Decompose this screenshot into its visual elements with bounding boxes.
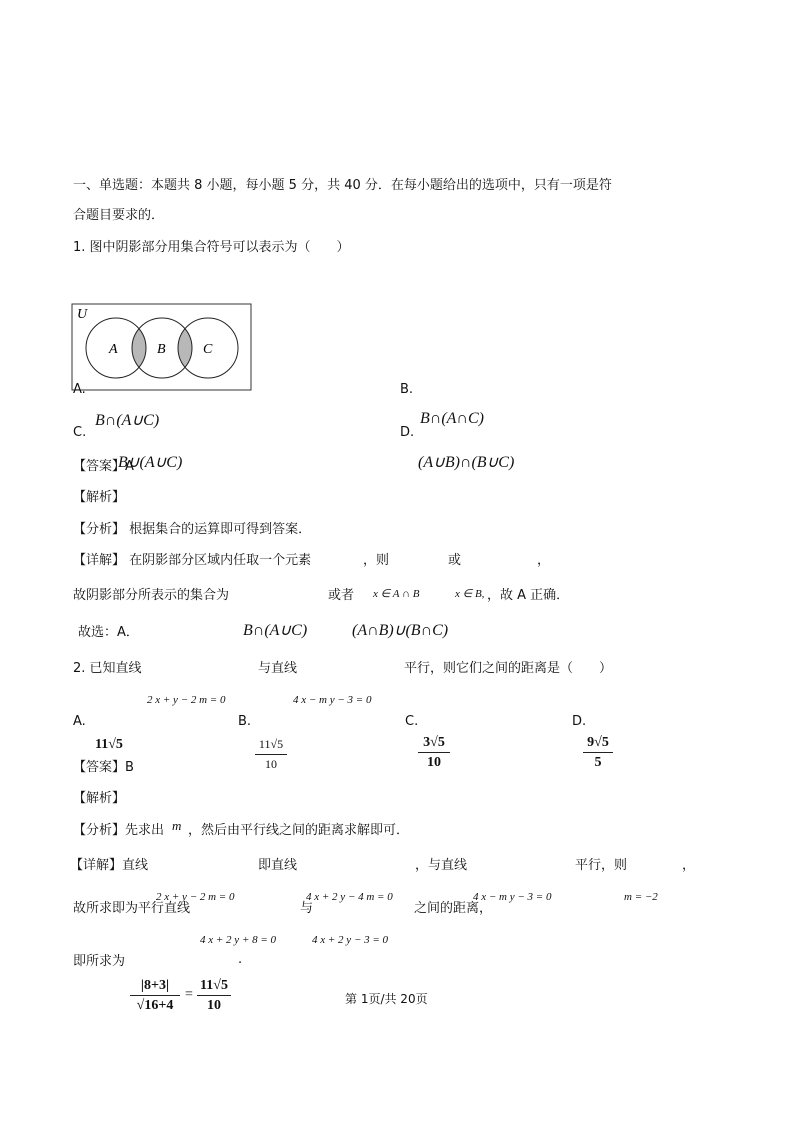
q2-eq-parallel-1: 4 x + 2 y + 8 = 0	[200, 934, 277, 946]
q1-option-b-label: B.	[400, 382, 414, 397]
q1-fenxi: 【分析】 根据集合的运算即可得到答案．	[73, 522, 312, 537]
q2-option-b-denominator: 10	[265, 757, 277, 771]
q1-final-expr-2: (A∩B)∪(B∩C)	[352, 622, 449, 639]
q2-stem-part1: 2. 已知直线	[73, 661, 142, 676]
q2-stem-part2: 与直线	[258, 661, 298, 676]
venn-label-u: U	[77, 307, 88, 322]
section-header-line2: 合题目要求的．	[73, 208, 165, 223]
q1-expr-a: B∩(A∪C)	[95, 412, 160, 429]
q1-choose: 故选：A．	[78, 625, 139, 640]
q2-result-numerator-1: |8+3|	[140, 978, 170, 993]
q2-option-a-numerator: 11√5	[95, 737, 123, 752]
q2-option-c-numerator: 3√5	[423, 735, 445, 750]
q2-option-d-fraction	[583, 734, 613, 771]
q2-eq-line1-scaled: 4 x + 2 y − 4 m = 0	[306, 891, 393, 903]
q2-option-d-label: D.	[572, 714, 587, 729]
q2-fenxi-part1: 【分析】先求出	[73, 823, 165, 838]
q1-option-d-label: D.	[400, 425, 415, 440]
q2-eq-line1: 2 x + y − 2 m = 0	[156, 891, 235, 903]
q2-option-d-numerator: 9√5	[587, 735, 609, 750]
q2-so-part2: 与	[300, 901, 314, 916]
q2-result-fraction-1	[130, 977, 180, 1014]
q1-conclusion-part3: ，故 A 正确．	[487, 588, 570, 603]
q2-eq-line2: 4 x − m y − 3 = 0	[473, 891, 552, 903]
q2-option-d-denominator: 5	[594, 755, 602, 770]
q2-detail-part1: 【详解】直线	[70, 858, 149, 873]
q1-detail-part2: ，则	[363, 553, 390, 568]
q2-result-denominator-1: √16+4	[136, 998, 174, 1013]
venn-label-a: A	[109, 342, 118, 357]
q2-answer: 【答案】B	[73, 760, 134, 775]
q1-math-x-in-b: x ∈ B,	[455, 588, 485, 600]
q1-option-c-label: C.	[73, 425, 87, 440]
q2-so-part1: 故所求即为平行直线	[73, 901, 191, 916]
q2-fenxi-m: m	[172, 818, 182, 833]
q1-math-x-in-a-cap-b: x ∈ A ∩ B	[373, 588, 420, 600]
q1-conclusion-part2: 或者	[328, 588, 355, 603]
q1-expr-b: B∩(A∩C)	[420, 410, 484, 427]
q1-stem: 1. 图中阴影部分用集合符号可以表示为（ ）	[73, 240, 350, 255]
venn-label-b: B	[157, 342, 166, 357]
q2-option-b-fraction	[255, 736, 287, 773]
q2-result-numerator-2: 11√5	[200, 978, 228, 993]
q2-option-c-fraction	[418, 734, 450, 771]
q2-result-denominator-2: 10	[207, 998, 221, 1013]
q2-option-c-label: C.	[405, 714, 419, 729]
q2-analysis-heading: 【解析】	[73, 791, 126, 806]
q2-detail-part4: 平行，则	[575, 858, 628, 873]
section-header-line1: 一、单选题：本题共 8 小题，每小题 5 分，共 40 分．在每小题给出的选项中，只有一项是符	[73, 178, 612, 193]
q2-so-part3: 之间的距离，	[414, 901, 493, 916]
q2-detail-part2: 即直线	[258, 858, 298, 873]
venn-label-c: C	[203, 342, 213, 357]
q2-option-b-numerator: 11√5	[258, 737, 284, 751]
q2-eq-parallel-2: 4 x + 2 y − 3 = 0	[312, 934, 389, 946]
q1-detail-part4: ，	[537, 553, 551, 568]
q2-stem-part3: 平行，则它们之间的距离是（ ）	[404, 661, 613, 676]
q2-result-label: 即所求为	[73, 954, 126, 969]
q1-detail-part3: 或	[448, 553, 462, 568]
q2-option-c-denominator: 10	[427, 755, 441, 770]
q1-answer: 【答案】A	[73, 459, 134, 474]
q2-option-b-label: B.	[238, 714, 252, 729]
q1-expr-c: B∪(A∪C)	[118, 454, 183, 471]
q2-option-a-label: A.	[73, 714, 86, 729]
q1-analysis-heading: 【解析】	[73, 490, 126, 505]
q2-fenxi-part2: ，然后由平行线之间的距离求解即可．	[188, 823, 410, 838]
q2-line-2: 4 x − m y − 3 = 0	[293, 694, 372, 706]
q2-result-fraction-2	[197, 977, 231, 1014]
q1-option-a-label: A.	[73, 382, 86, 397]
q2-result-equals: =	[185, 987, 193, 1002]
q2-option-a-value	[95, 736, 123, 753]
q1-detail-part1: 【详解】 在阴影部分区域内任取一个元素	[73, 553, 312, 568]
q2-line-1: 2 x + y − 2 m = 0	[147, 694, 226, 706]
q2-eq-m-value: m = −2	[624, 891, 658, 903]
venn-diagram	[71, 303, 253, 393]
page-footer: 第 1页/共 20页	[345, 992, 428, 1006]
q1-conclusion-part1: 故阴影部分所表示的集合为	[73, 588, 230, 603]
q2-detail-part3: ，与直线	[415, 858, 468, 873]
q1-expr-d: (A∪B)∩(B∪C)	[418, 454, 515, 471]
q2-result-dot: .	[238, 952, 243, 967]
q1-final-expr-1: B∩(A∪C)	[243, 622, 308, 639]
q2-detail-part5: ，	[682, 858, 696, 873]
